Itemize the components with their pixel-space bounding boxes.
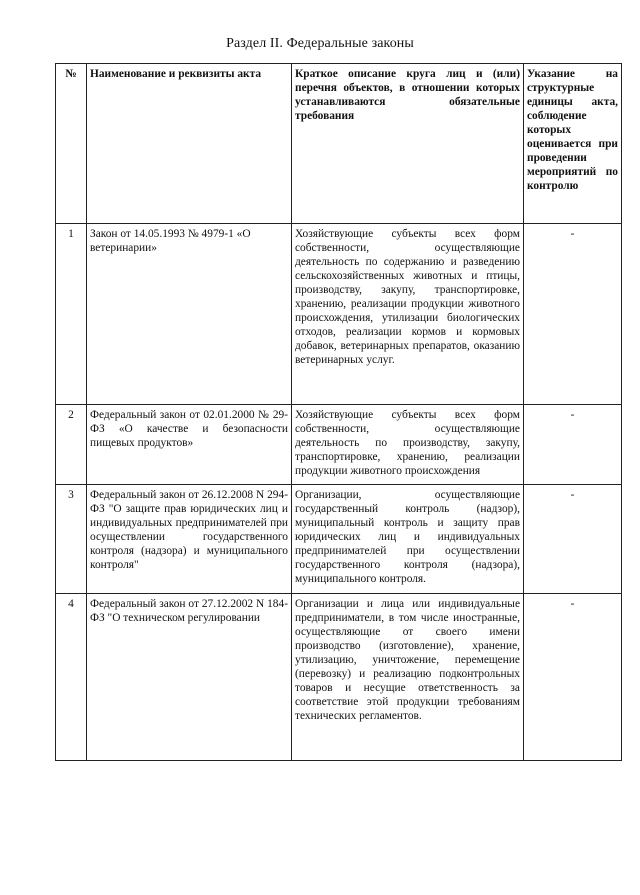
act-name-cell: Федеральный закон от 27.12.2002 N 184-ФЗ "О техническом регулировании: [87, 594, 292, 761]
act-name-cell: Закон от 14.05.1993 № 4979-1 «О ветеринарии»: [87, 224, 292, 405]
row-number: 3: [56, 485, 87, 594]
structural-units-cell: -: [524, 485, 622, 594]
federal-laws-table: [55, 63, 622, 761]
row-number: 2: [56, 405, 87, 485]
structural-units-cell: -: [524, 594, 622, 761]
persons-description-cell: Организации, осуществляющие государственный контроль (надзор), муниципальный контроль и защиту прав юридических лиц и индивидуальных предпринимателей при осуществлении государственного контроля (надзора), муниципального контроля.: [292, 485, 524, 594]
row-number: 4: [56, 594, 87, 761]
header-number: №: [56, 64, 87, 224]
persons-description-cell: Хозяйствующие субъекты всех форм собственности, осуществляющие деятельность по содержанию и разведению сельскохозяйственных животных и птицы, производству, закупу, транспортировке, хранению, реализации продукции животного происхождения, утилизации биологических отходов, реализации кормов и кормовых добавок, ветеринарных препаратов, оказанию ветеринарных услуг.: [292, 224, 524, 405]
table-row: [56, 485, 622, 594]
act-name-cell: Федеральный закон от 26.12.2008 N 294-ФЗ "О защите прав юридических лиц и индивидуальных предпринимателей при осуществлении государственного контроля (надзора) и муниципального контроля": [87, 485, 292, 594]
persons-description-cell: Организации и лица или индивидуальные предприниматели, в том числе иностранные, осуществляющие от своего имени производство (изготовление), хранение, утилизацию, уничтожение, перемещение (перевозку) и реализацию подконтрольных товаров и несущие ответственность за соответствие этой продукции требованиям технических регламентов.: [292, 594, 524, 761]
row-number: 1: [56, 224, 87, 405]
header-act-name: Наименование и реквизиты акта: [87, 64, 292, 224]
table-header-row: [56, 64, 622, 224]
persons-description-cell: Хозяйствующие субъекты всех форм собственности, осуществляющие деятельность по производству, закупу, транспортировке, хранению, реализации продукции животного происхождения: [292, 405, 524, 485]
table-row: [56, 405, 622, 485]
table-row: [56, 594, 622, 761]
header-structural-units: Указание на структурные единицы акта, соблюдение которых оценивается при проведении мероприятий по контролю: [524, 64, 622, 224]
structural-units-cell: -: [524, 224, 622, 405]
section-title: Раздел II. Федеральные законы: [226, 36, 414, 51]
header-persons-description: Краткое описание круга лиц и (или) перечня объектов, в отношении которых устанавливаются обязательные требования: [292, 64, 524, 224]
table-row: [56, 224, 622, 405]
act-name-cell: Федеральный закон от 02.01.2000 № 29-ФЗ «О качестве и безопасности пищевых продуктов»: [87, 405, 292, 485]
structural-units-cell: -: [524, 405, 622, 485]
